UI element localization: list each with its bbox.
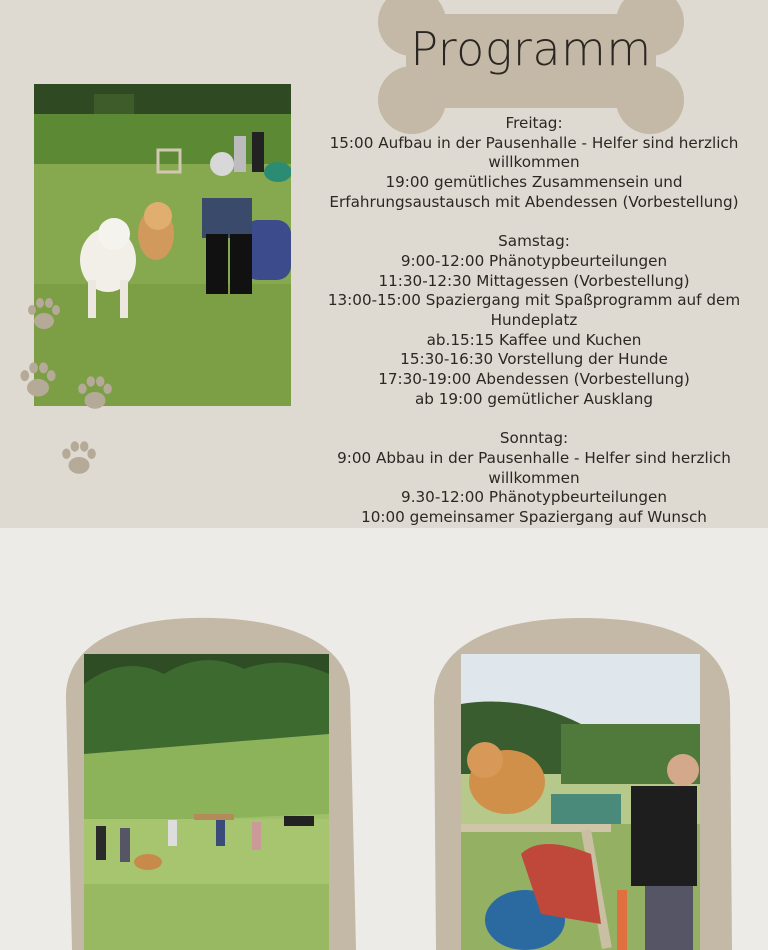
photo-dogs-meadow bbox=[34, 84, 291, 406]
program-line: willkommen bbox=[488, 468, 580, 487]
page-title: Programm bbox=[410, 22, 652, 76]
program-line: 17:30-19:00 Abendessen (Vorbestellung) bbox=[378, 370, 690, 389]
program-line: ab.15:15 Kaffee und Kuchen bbox=[426, 330, 642, 349]
program-line: 9.30-12:00 Phänotypbeurteilungen bbox=[401, 488, 667, 507]
paw-icon bbox=[24, 294, 64, 334]
paw-icon bbox=[74, 372, 116, 414]
program-line: 11:30-12:30 Mittagessen (Vorbestellung) bbox=[378, 271, 690, 290]
program-line: Freitag: bbox=[505, 114, 563, 132]
paw-icon bbox=[16, 358, 60, 402]
program-line: 15:30-16:30 Vorstellung der Hunde bbox=[400, 350, 668, 369]
program-line: 9:00 Abbau in der Pausenhalle - Helfer sind herzlich bbox=[337, 448, 731, 467]
program-spacer bbox=[304, 410, 764, 430]
program-line: 10:00 gemeinsamer Spaziergang auf Wunsch bbox=[361, 508, 707, 527]
photo-group-walk bbox=[84, 654, 329, 950]
program-schedule bbox=[304, 114, 764, 528]
program-line: Samstag: bbox=[498, 232, 570, 251]
paw-icon bbox=[58, 436, 100, 480]
program-line: 13:00-15:00 Spaziergang mit Spaßprogramm auf dem bbox=[327, 291, 741, 310]
program-line: ab 19:00 gemütlicher Ausklang bbox=[414, 389, 654, 408]
program-line: 19:00 gemütliches Zusammensein und bbox=[385, 173, 683, 192]
photo-dog-agility bbox=[461, 654, 700, 950]
program-line: willkommen bbox=[488, 153, 580, 172]
program-line: Hundeplatz bbox=[490, 311, 578, 330]
program-line: 9:00-12:00 Phänotypbeurteilungen bbox=[400, 251, 668, 270]
program-line: 15:00 Aufbau in der Pausenhalle - Helfer sind herzlich bbox=[329, 133, 739, 152]
program-spacer bbox=[304, 213, 764, 233]
program-line: Sonntag: bbox=[499, 429, 569, 448]
program-line: Erfahrungsaustausch mit Abendessen (Vorbestellung) bbox=[329, 192, 739, 211]
